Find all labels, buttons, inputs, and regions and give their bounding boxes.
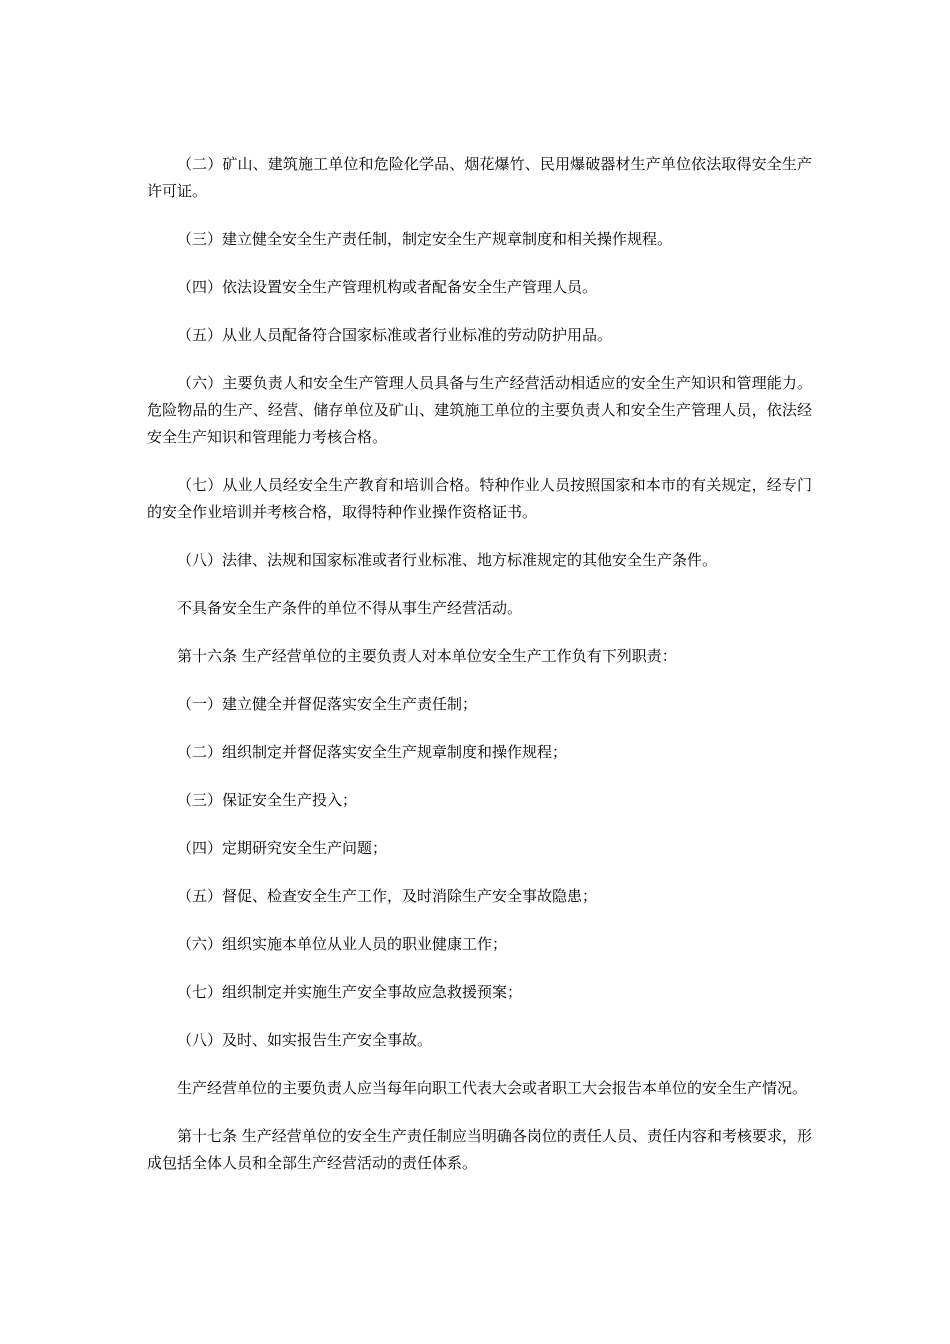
duty-item-6: （六）组织实施本单位从业人员的职业健康工作； xyxy=(177,935,508,953)
article-17-paragraph: 第十七条 生产经营单位的安全生产责任制应当明确各岗位的责任人员、责任内容和考核要求，形成包括全体人员和全部生产经营活动的责任体系。 xyxy=(147,1127,812,1172)
paragraph-8: （八）法律、法规和国家标准或者行业标准、地方标准规定的其他安全生产条件。 xyxy=(177,551,718,569)
duty-item-4: （四）定期研究安全生产问题； xyxy=(177,839,388,857)
paragraph-3: （三）建立健全安全生产责任制，制定安全生产规章制度和相关操作规程。 xyxy=(177,230,673,248)
article-16-heading: 第十六条 生产经营单位的主要负责人对本单位安全生产工作负有下列职责： xyxy=(177,647,677,665)
paragraph-4: （四）依法设置安全生产管理机构或者配备安全生产管理人员。 xyxy=(177,278,598,296)
duty-item-5: （五）督促、检查安全生产工作，及时消除生产安全事故隐患； xyxy=(177,887,598,905)
duty-item-3: （三）保证安全生产投入； xyxy=(177,791,358,809)
duty-item-7: （七）组织制定并实施生产安全事故应急救援预案； xyxy=(177,983,523,1001)
duty-item-2: （二）组织制定并督促落实安全生产规章制度和操作规程； xyxy=(177,743,568,761)
document-body xyxy=(147,151,812,1198)
paragraph-2: （二）矿山、建筑施工单位和危险化学品、烟花爆竹、民用爆破器材生产单位依法取得安全生产许可证。 xyxy=(147,155,812,200)
paragraph-condition-note: 不具备安全生产条件的单位不得从事生产经营活动。 xyxy=(177,599,523,617)
duty-item-8: （八）及时、如实报告生产安全事故。 xyxy=(177,1031,433,1049)
annual-report-paragraph: 生产经营单位的主要负责人应当每年向职工代表大会或者职工大会报告本单位的安全生产情况。 xyxy=(177,1079,808,1097)
duty-item-1: （一）建立健全并督促落实安全生产责任制； xyxy=(177,695,478,713)
paragraph-7: （七）从业人员经安全生产教育和培训合格。特种作业人员按照国家和本市的有关规定，经专门的安全作业培训并考核合格，取得特种作业操作资格证书。 xyxy=(147,476,812,521)
paragraph-6: （六）主要负责人和安全生产管理人员具备与生产经营活动相适应的安全生产知识和管理能力。危险物品的生产、经营、储存单位及矿山、建筑施工单位的主要负责人和安全生产管理人员，依法经安全生产知识和管理能力考核合格。 xyxy=(147,374,812,446)
paragraph-5: （五）从业人员配备符合国家标准或者行业标准的劳动防护用品。 xyxy=(177,326,613,344)
